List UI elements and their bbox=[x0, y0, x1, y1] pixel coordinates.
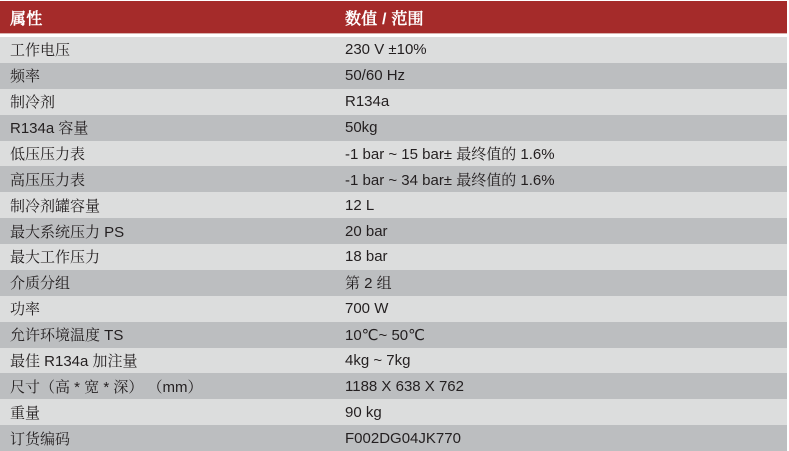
attribute-value: 700 W bbox=[345, 300, 389, 318]
attribute-value: 4kg ~ 7kg bbox=[345, 351, 411, 369]
attribute-label: 订货编码 bbox=[10, 430, 71, 448]
header-attribute-column: 属性 bbox=[10, 10, 43, 28]
table-row bbox=[0, 63, 787, 89]
table-body bbox=[0, 37, 789, 451]
attribute-value: 50kg bbox=[345, 119, 378, 137]
attribute-label: 允许环境温度 TS bbox=[10, 327, 124, 345]
attribute-label: 制冷剂 bbox=[10, 94, 56, 112]
table-row bbox=[0, 348, 787, 374]
table-row bbox=[0, 322, 787, 348]
attribute-label: 重量 bbox=[10, 404, 41, 422]
attribute-label: 制冷剂罐容量 bbox=[10, 197, 101, 215]
attribute-value: 20 bar bbox=[345, 222, 388, 240]
attribute-label: 最佳 R134a 加注量 bbox=[10, 352, 138, 370]
table-row bbox=[0, 218, 787, 244]
attribute-value: R134a bbox=[345, 93, 390, 111]
table-row bbox=[0, 373, 787, 399]
attribute-value: 第 2 组 bbox=[345, 275, 392, 293]
attribute-label: 功率 bbox=[10, 301, 41, 319]
attribute-label: 尺寸（高 * 宽 * 深） （mm） bbox=[10, 378, 203, 396]
table-row bbox=[0, 270, 787, 296]
attribute-label: 工作电压 bbox=[10, 42, 71, 60]
attribute-label: 高压压力表 bbox=[10, 171, 86, 189]
attribute-value: 12 L bbox=[345, 196, 375, 214]
attribute-label: 频率 bbox=[10, 68, 41, 86]
attribute-value: 10℃~ 50℃ bbox=[345, 326, 425, 344]
attribute-value: 50/60 Hz bbox=[345, 67, 406, 85]
table-header-row bbox=[0, 1, 787, 34]
table-row bbox=[0, 89, 787, 115]
table-row bbox=[0, 37, 787, 63]
attribute-label: 最大系统压力 PS bbox=[10, 223, 125, 241]
table-row bbox=[0, 115, 787, 141]
attribute-label: R134a 容量 bbox=[10, 120, 89, 138]
table-row bbox=[0, 141, 787, 167]
attribute-label: 最大工作压力 bbox=[10, 249, 101, 267]
attribute-label: 介质分组 bbox=[10, 275, 71, 293]
table-row bbox=[0, 296, 787, 322]
attribute-value: 18 bar bbox=[345, 248, 388, 266]
attribute-value: 90 kg bbox=[345, 403, 382, 421]
header-value-column: 数值 / 范围 bbox=[345, 10, 424, 28]
attribute-value: -1 bar ~ 15 bar± 最终值的 1.6% bbox=[345, 145, 555, 163]
attribute-value: 1188 X 638 X 762 bbox=[345, 377, 464, 395]
attribute-value: -1 bar ~ 34 bar± 最终值的 1.6% bbox=[345, 171, 555, 189]
attribute-label: 低压压力表 bbox=[10, 145, 86, 163]
table-row bbox=[0, 166, 787, 192]
table-row bbox=[0, 399, 787, 425]
attribute-value: 230 V ±10% bbox=[345, 41, 427, 59]
table-row bbox=[0, 244, 787, 270]
table-row bbox=[0, 425, 787, 451]
attribute-value: F002DG04JK770 bbox=[345, 429, 461, 447]
table-row bbox=[0, 192, 787, 218]
